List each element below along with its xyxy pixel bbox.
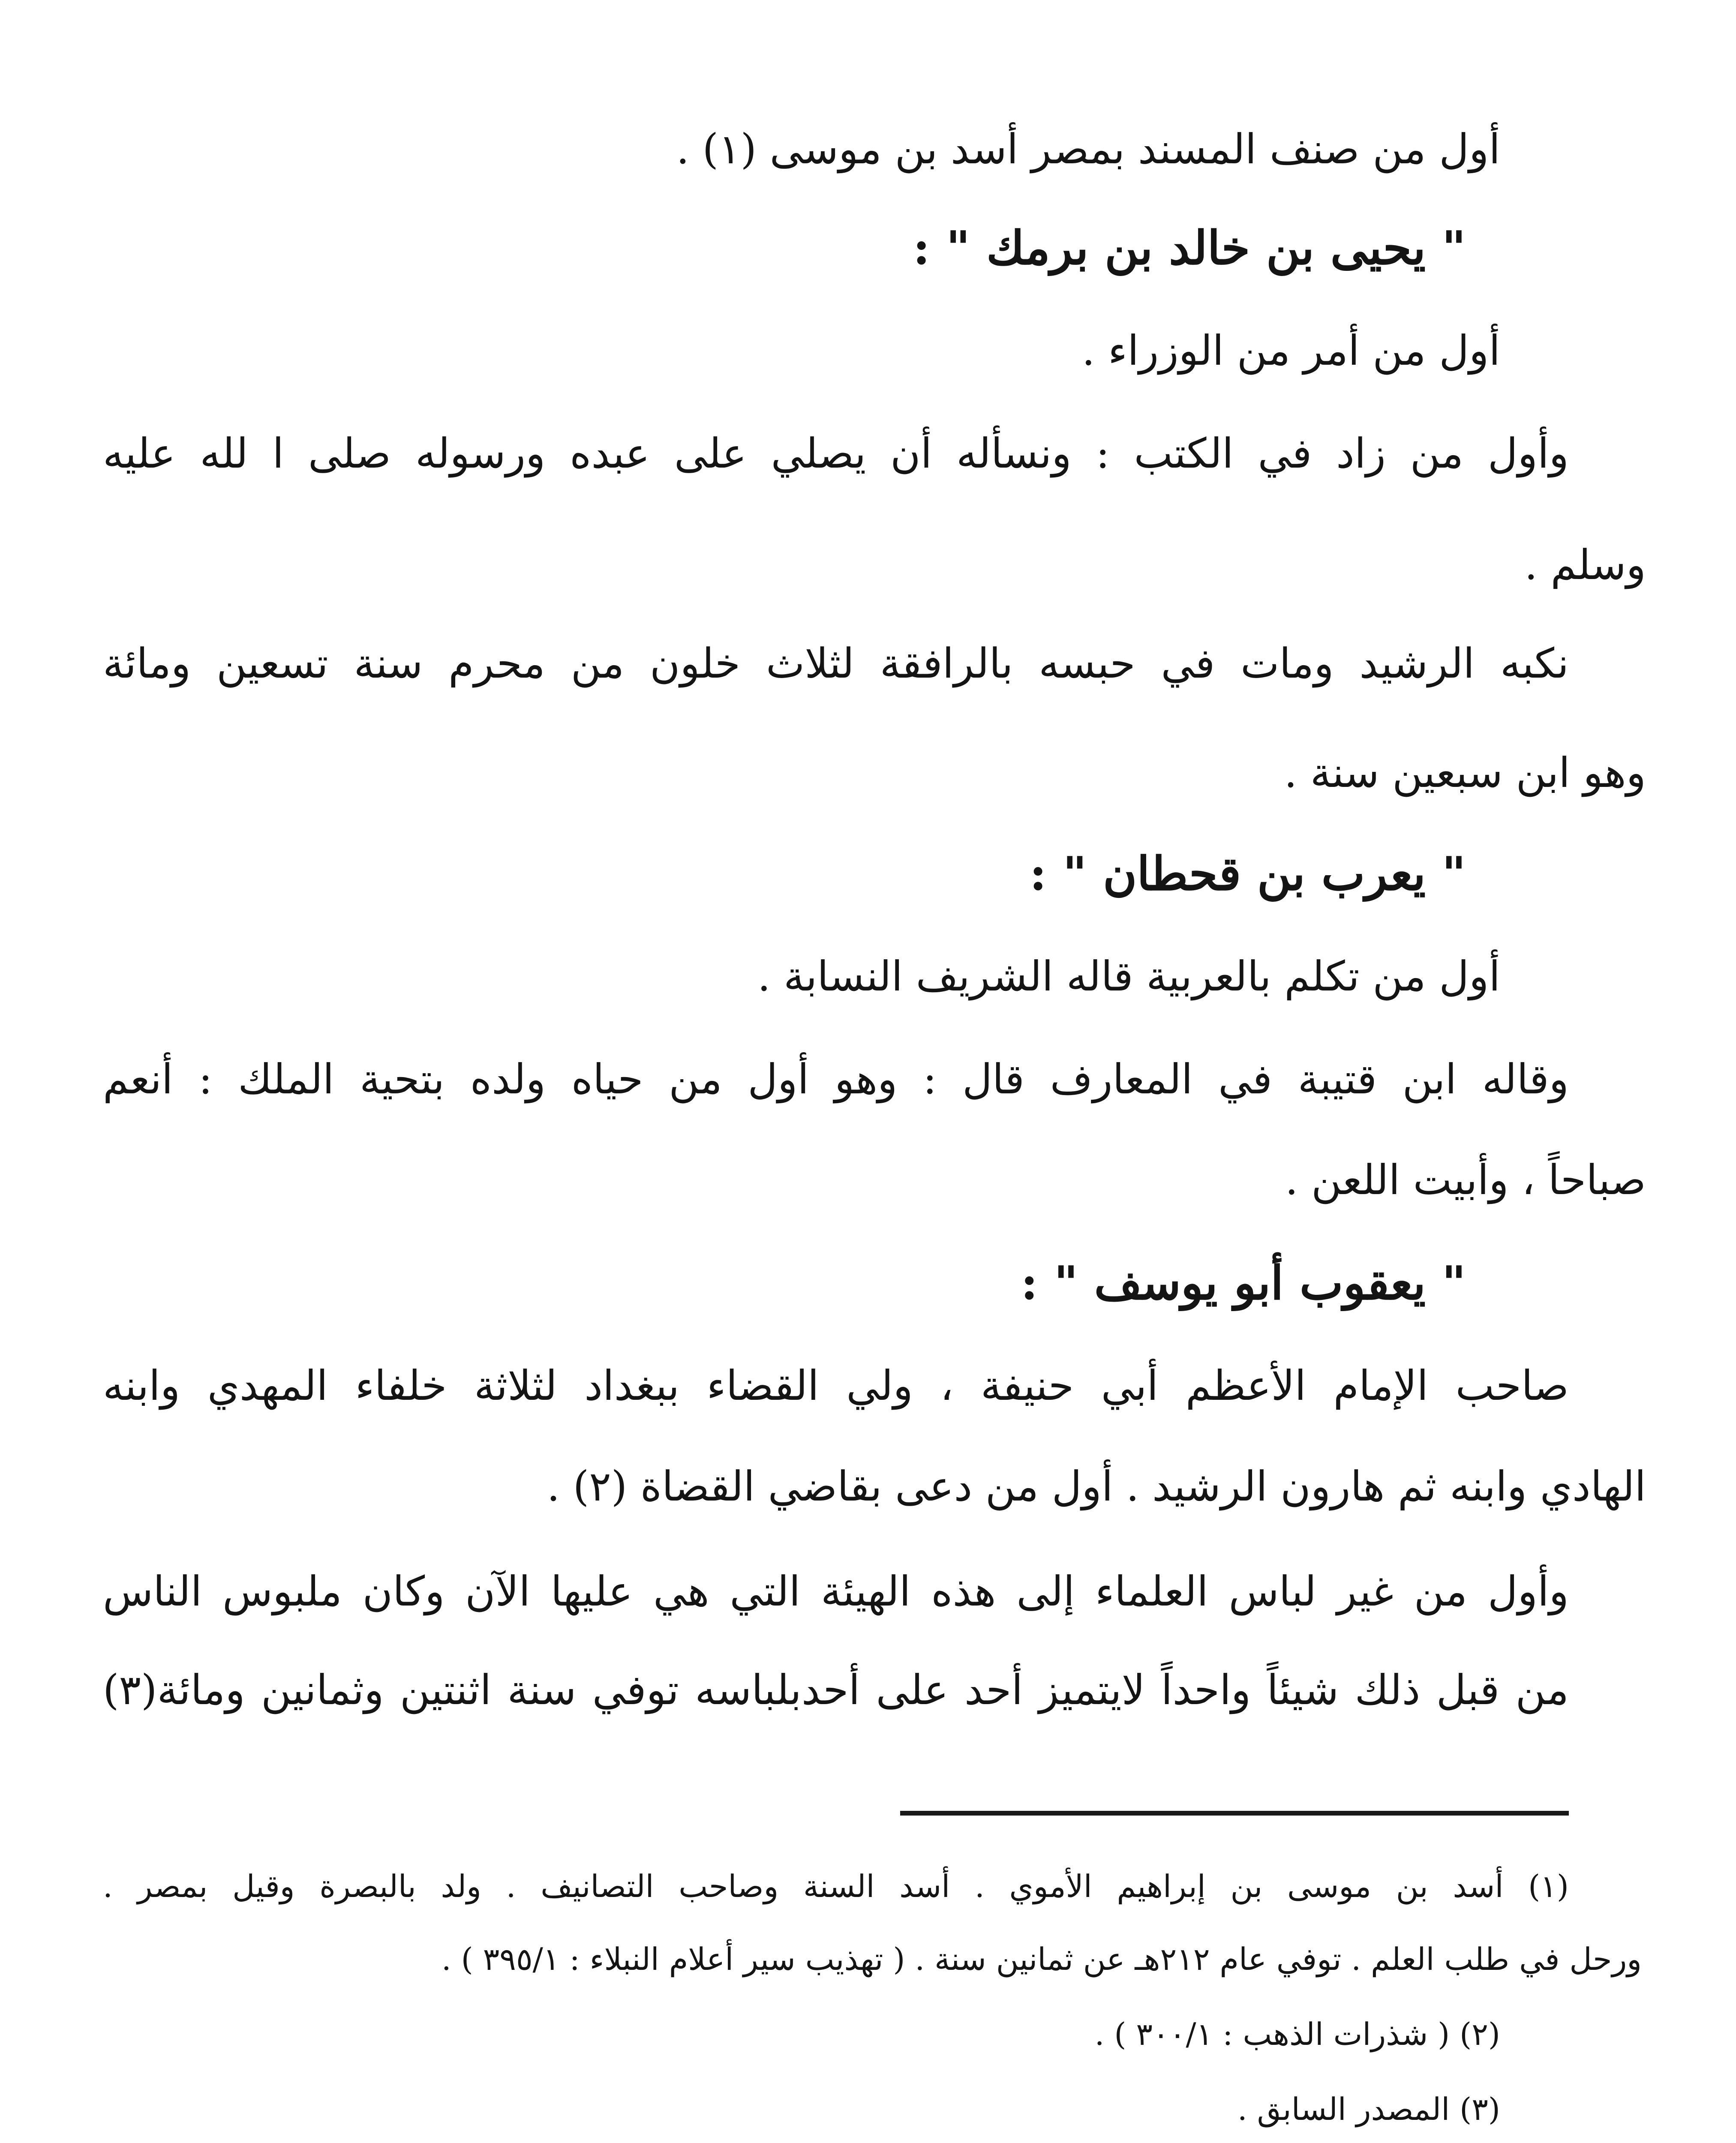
- footnote-line: ورحل في طلب العلم . توفي عام ٢١٢هـ عن ثمانين سنة . ( تهذيب سير أعلام النبلاء : ٣٩٥/١ ) .: [441, 1941, 1642, 1977]
- footnote-line: (٢) ( شذرات الذهب : ٣٠٠/١ ) .: [1094, 2016, 1500, 2052]
- text-line: أول من تكلم بالعربية قاله الشريف النسابة .: [757, 952, 1500, 1000]
- section-heading: " يحيى بن خالد بن برمك " :: [913, 221, 1466, 275]
- text-line: أول من أمر من الوزراء .: [1082, 327, 1500, 375]
- text-line: وأول من غير لباس العلماء إلى هذه الهيئة التي هي عليها الآن وكان ملبوس الناس: [103, 1567, 1569, 1615]
- text-line: صاحب الإمام الأعظم أبي حنيفة ، ولي القضاء ببغداد لثلاثة خلفاء المهدي وابنه: [103, 1362, 1569, 1410]
- text-line: نكبه الرشيد ومات في حبسه بالرافقة لثلاث خلون من محرم سنة تسعين ومائة: [103, 639, 1569, 687]
- footnote-separator: [900, 1811, 1569, 1816]
- text-line: أول من صنف المسند بمصر أسد بن موسى (١) .: [676, 125, 1500, 173]
- text-line: صباحاً ، وأبيت اللعن .: [1285, 1156, 1646, 1204]
- text-line: وهو ابن سبعين سنة .: [1284, 749, 1646, 797]
- footnote-line: (٣) المصدر السابق .: [1237, 2091, 1500, 2127]
- footnote-line: (١) أسد بن موسى بن إبراهيم الأموي . أسد السنة وصاحب التصانيف . ولد بالبصرة وقيل بمصر .: [103, 1868, 1569, 1904]
- text-line: الهادي وابنه ثم هارون الرشيد . أول من دعى بقاضي القضاة (٢) .: [547, 1462, 1646, 1510]
- text-line: وأول من زاد في الكتب : ونسأله أن يصلي على عبده ورسوله صلى ا لله عليه: [103, 429, 1569, 477]
- text-line: وقاله ابن قتيبة في المعارف قال : وهو أول من حياه ولده بتحية الملك : أنعم: [103, 1055, 1569, 1103]
- text-line: من قبل ذلك شيئاً واحداً لايتميز أحد على أحدبلباسه توفي سنة اثنتين وثمانين ومائة(٣): [103, 1666, 1569, 1714]
- section-heading: " يعقوب أبو يوسف " :: [1021, 1256, 1466, 1310]
- section-heading: " يعرب بن قحطان " :: [1029, 847, 1466, 901]
- text-line: وسلم .: [1524, 541, 1646, 589]
